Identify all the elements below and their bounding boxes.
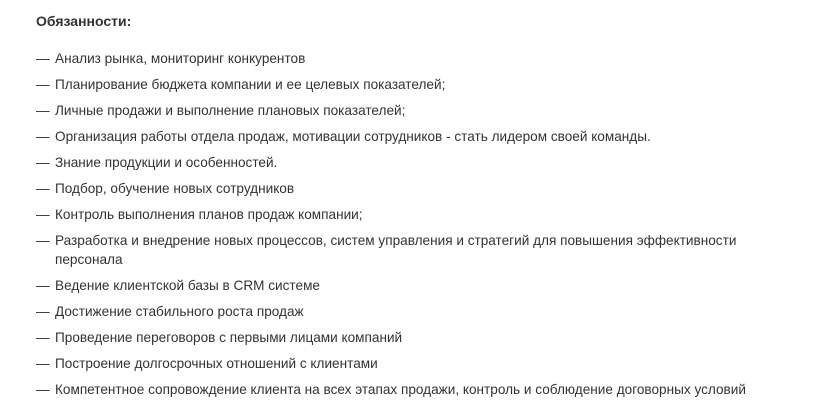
list-item: [36, 179, 796, 198]
list-item: [36, 328, 796, 347]
list-item: [36, 354, 796, 373]
bullet-dash: —: [36, 155, 50, 170]
list-item-text: Контроль выполнения планов продаж компании;: [55, 207, 363, 222]
list-item-text: Организация работы отдела продаж, мотивации сотрудников - стать лидером своей команды.: [55, 129, 651, 144]
bullet-dash: —: [36, 382, 50, 397]
list-item: [36, 127, 796, 146]
list-item: [36, 75, 796, 94]
bullet-dash: —: [36, 330, 50, 345]
bullet-dash: —: [36, 129, 50, 144]
list-item: [36, 49, 796, 68]
bullet-dash: —: [36, 233, 50, 248]
responsibilities-list: [36, 49, 796, 399]
responsibilities-section: [36, 10, 796, 406]
list-item-text: Построение долгосрочных отношений с клиентами: [55, 356, 378, 371]
list-item-text: Проведение переговоров с первыми лицами компаний: [55, 330, 403, 345]
bullet-dash: —: [36, 356, 50, 371]
list-item-text: Анализ рынка, мониторинг конкурентов: [55, 51, 306, 66]
list-item-text: Планирование бюджета компании и ее целевых показателей;: [55, 77, 446, 92]
list-item-text: Ведение клиентской базы в CRM системе: [55, 278, 320, 293]
list-item: [36, 380, 796, 399]
list-item-text: Личные продажи и выполнение плановых показателей;: [55, 103, 406, 118]
list-item-text: Подбор, обучение новых сотрудников: [55, 181, 295, 196]
bullet-dash: —: [36, 51, 50, 66]
list-item: [36, 302, 796, 321]
bullet-dash: —: [36, 77, 50, 92]
section-heading: Обязанности:: [36, 13, 132, 29]
list-item-text: Компетентное сопровождение клиента на всех этапах продажи, контроль и соблюдение договорных условий: [55, 382, 746, 397]
list-item: [36, 231, 796, 269]
bullet-dash: —: [36, 278, 50, 293]
list-item: [36, 153, 796, 172]
list-item-text: Достижение стабильного роста продаж: [55, 304, 304, 319]
bullet-dash: —: [36, 181, 50, 196]
list-item: [36, 276, 796, 295]
bullet-dash: —: [36, 304, 50, 319]
list-item-text: Знание продукции и особенностей.: [55, 155, 278, 170]
bullet-dash: —: [36, 207, 50, 222]
list-item: [36, 101, 796, 120]
list-item-text: Разработка и внедрение новых процессов, систем управления и стратегий для повышения эффективности персонала: [55, 233, 737, 267]
bullet-dash: —: [36, 103, 50, 118]
list-item: [36, 205, 796, 224]
